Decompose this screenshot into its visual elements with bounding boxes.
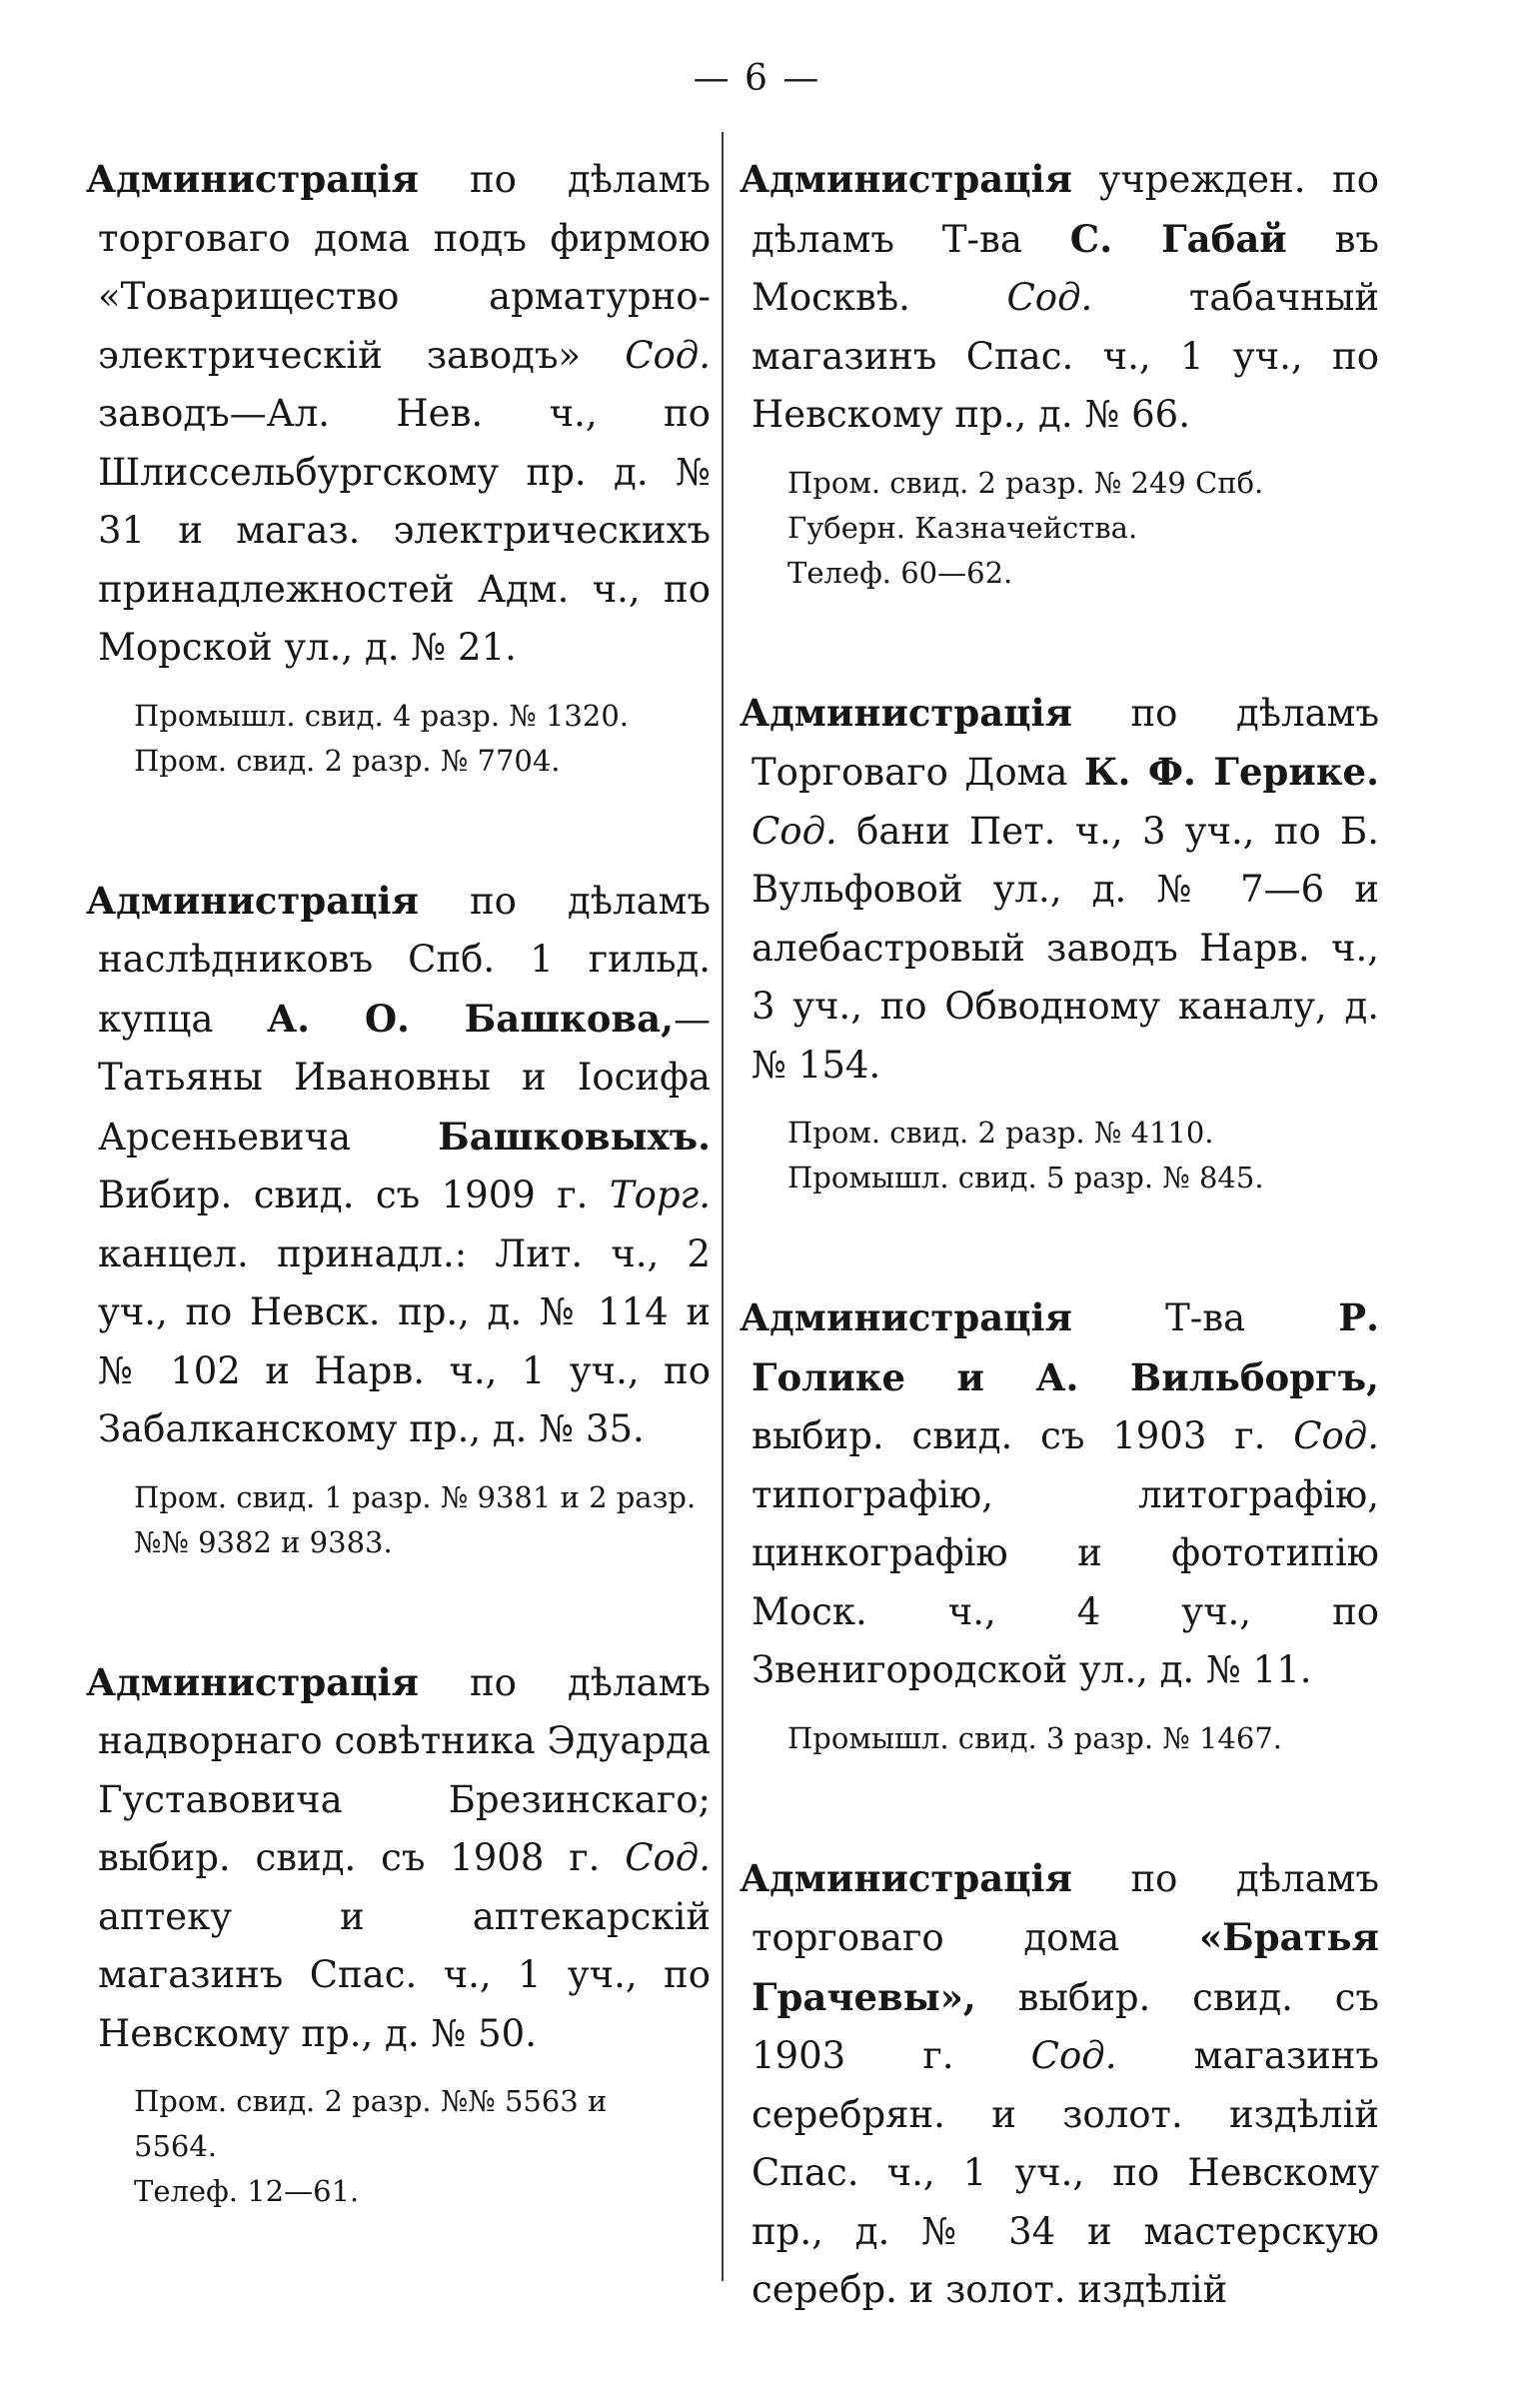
entry-text: Администрація Т-ва Р. Голике и А. Вильборгъ, выбир. свид. съ 1903 г. Сод. типографію, литографію, цинкографію и фототипію Моск. ч., 4 уч., по Звенигородской ул., д. № 11. [740,1295,1379,1691]
note-line: Пром. свид. 1 разр. № 9381 и 2 разр. [134,1479,697,1514]
license-notes [740,461,1379,596]
entry-text: Администрація по дѣламъ наслѣдниковъ Спб. 1 гильд. купца А. О. Башкова,—Татьяны Ивановны и Іосифа Арсеньевича Башковыхъ. Вибир. свид. съ 1909 г. Торг. канцел. принадл.: Лит. ч., 2 уч., по Невск. пр., д. № 114 и № 102 и Нарв. ч., 1 уч., по Забалканскому пр., д. № 35. [86,878,711,1450]
entry-gerike [740,684,1379,1202]
entry-bashkov-heirs [86,872,711,1565]
right-column [740,150,1379,2408]
license-notes [86,694,711,784]
entry-heading: Администрація [740,1855,1072,1900]
note-line: Губерн. Казначейства. [787,510,1138,545]
entry-gabay [740,150,1379,596]
entry-armature-company [86,150,711,784]
note-line: Промышл. свид. 4 разр. № 1320. [134,698,629,733]
entry-text: Администрація по дѣламъ торговаго дома «Братья Грачевы», выбир. свид. съ 1903 г. Сод. магазинъ серебрян. и золот. издѣлій Спас. ч., 1 уч., по Невскому пр., д. № 34 и мастерскую серебр. и золот. издѣлій [740,1855,1379,2311]
entry-golike-vilborg [740,1288,1379,1761]
entry-heading: Администрація [740,690,1072,735]
entry-text: Администрація учрежден. по дѣламъ Т-ва С. Габай въ Москвѣ. Сод. табачный магазинъ Спас. ч., 1 уч., по Невскому пр., д. № 66. [740,157,1379,436]
page-number: — 6 — [693,58,821,99]
license-notes [86,1475,711,1565]
entry-brezinsky [86,1653,711,2215]
note-line: №№ 9382 и 9383. [134,1524,393,1559]
note-line: Промышл. свид. 5 разр. № 845. [787,1161,1264,1195]
note-line: Телеф. 60—62. [787,555,1013,590]
note-line: Пром. свид. 2 разр. №№ 5563 и [134,2084,608,2118]
entry-text: Администрація по дѣламъ торговаго дома подъ фирмою «Товарищество арматурно-электрическій заводъ» Сод. заводъ—Ал. Нев. ч., по Шлиссельбургскому пр. д. № 31 и магаз. электрическихъ принадлежностей Адм. ч., по Морской ул., д. № 21. [86,157,711,669]
entry-text: Администрація по дѣламъ Торговаго Дома К. Ф. Герике. Сод. бани Пет. ч., 3 уч., по Б. Вульфовой ул., д. № 7—6 и алебастровый заводъ Нарв. ч., 3 уч., по Обводному каналу, д. № 154. [740,690,1379,1087]
note-line: 5564. [134,2129,218,2163]
note-line: Пром. свид. 2 разр. № 7704. [134,743,561,778]
entry-heading: Администрація [86,878,419,923]
note-line: Промышл. свид. 3 разр. № 1467. [787,1720,1282,1755]
entry-text: Администрація по дѣламъ надворнаго совѣтника Эдуарда Густавовича Брезинскаго; выбир. свид. съ 1908 г. Сод. аптеку и аптекарскій магазинъ Спас. ч., 1 уч., по Невскому пр., д. № 50. [86,1659,711,2055]
entry-heading: Администрація [740,1295,1072,1339]
column-divider [722,132,724,2281]
entry-heading: Администрація [86,1659,419,1704]
license-notes [740,1716,1379,1761]
note-line: Пром. свид. 2 разр. № 4110. [787,1116,1214,1150]
entry-heading: Администрація [86,157,419,201]
license-notes [740,1111,1379,1201]
entry-heading: Администрація [740,157,1072,201]
left-column [86,150,711,2302]
entry-grachev-brothers [740,1849,1379,2320]
note-line: Пром. свид. 2 разр. № 249 Спб. [787,465,1264,500]
license-notes [86,2079,711,2214]
note-line: Телеф. 12—61. [134,2174,360,2208]
